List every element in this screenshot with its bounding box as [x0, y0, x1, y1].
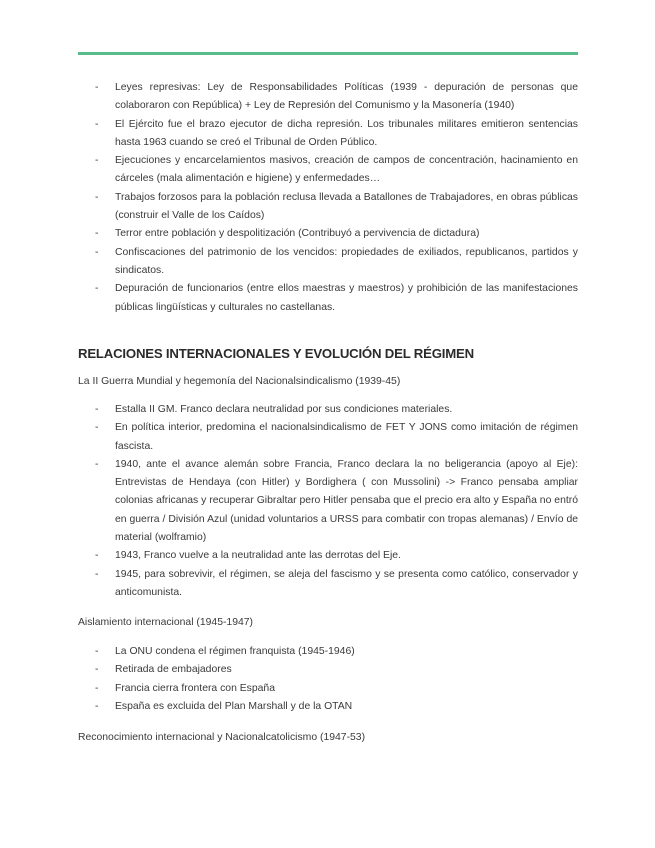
list-item: - 1945, para sobrevivir, el régimen, se aleja del fascismo y se presenta como católico, conservador y anticomunista.: [78, 566, 578, 603]
bullet: -: [95, 155, 99, 167]
bullet: -: [95, 246, 99, 258]
subheading-ww2: La II Guerra Mundial y hegemonía del Nacionalsindicalismo (1939-45): [78, 376, 401, 387]
list-item: - Depuración de funcionarios (entre ellos maestras y maestros) y prohibición de las manifestaciones públicas lingüísticas y culturales no castellanas.: [78, 280, 578, 317]
bullet: -: [95, 458, 99, 470]
list-item: - La ONU condena el régimen franquista (1945-1946): [78, 643, 578, 661]
bullet: -: [95, 228, 99, 240]
list-item: - España es excluida del Plan Marshall y de la OTAN: [78, 698, 578, 716]
list-item: - Ejecuciones y encarcelamientos masivos, creación de campos de concentración, hacinamiento en cárceles (mala alimentación e higiene) y enfermedades…: [78, 152, 578, 189]
section-heading: RELACIONES INTERNACIONALES Y EVOLUCIÓN DEL RÉGIMEN: [78, 346, 474, 361]
bullet: -: [95, 568, 99, 580]
bullet: -: [95, 550, 99, 562]
list-item: - Leyes represivas: Ley de Responsabilidades Políticas (1939 - depuración de personas que colaboraron con República) + Ley de Represión del Comunismo y la Masonería (1940): [78, 79, 578, 116]
list-item: - 1943, Franco vuelve a la neutralidad ante las derrotas del Eje.: [78, 547, 578, 565]
bullet: -: [95, 422, 99, 434]
isolation-list: [78, 643, 578, 716]
list-item: - Trabajos forzosos para la población reclusa llevada a Batallones de Trabajadores, en obras públicas (construir el Valle de los Caídos): [78, 189, 578, 226]
bullet: -: [95, 118, 99, 130]
list-item: - Confiscaciones del patrimonio de los vencidos: propiedades de exiliados, republicanos, partidos y sindicatos.: [78, 244, 578, 281]
subheading-recognition: Reconocimiento internacional y Nacionalcatolicismo (1947-53): [78, 732, 366, 743]
list-item: - Terror entre población y despolitización (Contribuyó a pervivencia de dictadura): [78, 225, 578, 243]
header-divider: [78, 52, 578, 55]
subheading-isolation: Aislamiento internacional (1945-1947): [78, 617, 254, 628]
list-item: - Estalla II GM. Franco declara neutralidad por sus condiciones materiales.: [78, 401, 578, 419]
ww2-list: [78, 401, 578, 602]
bullet: -: [95, 664, 99, 676]
list-item: - 1940, ante el avance alemán sobre Francia, Franco declara la no beligerancia (apoyo al Eje): Entrevistas de Hendaya (con Hitler) y Bordighera ( con Mussolini) -> Franco pensaba ampliar colonias africanas y recuperar Gibraltar pero Hitler pensaba que el precio era alto y España no entró en guerra / División Azul (unidad voluntarios a URSS para combatir con tropas alemanas) / Envío de material (wolframio): [78, 456, 578, 547]
bullet: -: [95, 700, 99, 712]
bullet: -: [95, 404, 99, 415]
list-item: - Francia cierra frontera con España: [78, 680, 578, 698]
list-item: - El Ejército fue el brazo ejecutor de dicha represión. Los tribunales militares emitieron sentencias hasta 1963 cuando se creó el Tribunal de Orden Público.: [78, 116, 578, 153]
bullet: -: [95, 82, 99, 93]
bullet: -: [95, 191, 99, 203]
list-item: - Retirada de embajadores: [78, 661, 578, 679]
bullet: -: [95, 682, 99, 694]
list-item: - En política interior, predomina el nacionalsindicalismo de FET Y JONS como imitación de régimen fascista.: [78, 419, 578, 456]
bullet: -: [95, 283, 99, 295]
repression-list: [78, 79, 578, 317]
bullet: -: [95, 646, 99, 657]
